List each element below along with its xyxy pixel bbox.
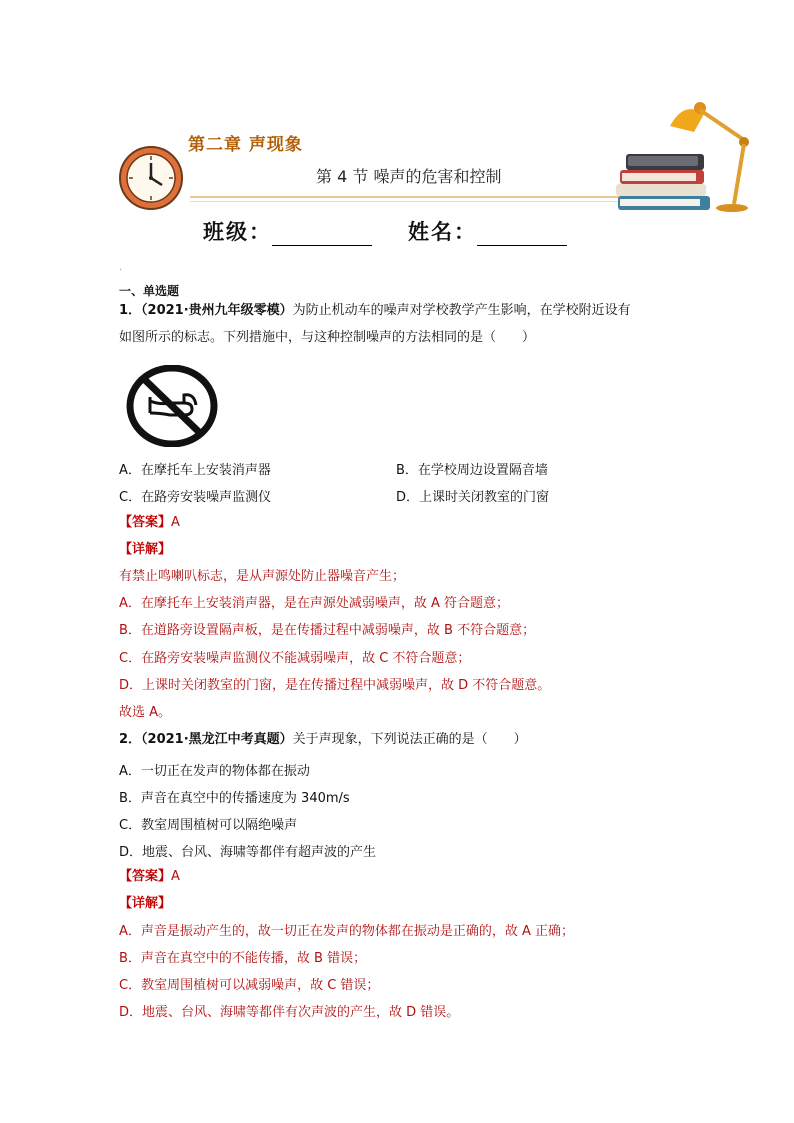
q2-option-d[interactable]: D．地震、台风、海啸等都伴有超声波的产生 [119, 845, 377, 860]
q2-answer [119, 868, 180, 886]
class-label: 班级： [203, 219, 272, 244]
q2-option-b[interactable]: B．声音在真空中的传播速度为 340m/s [119, 791, 350, 806]
class-blank[interactable] [272, 223, 372, 246]
q2-stem [119, 731, 527, 749]
q2-detail-line: A．声音是振动产生的，故一切正在发声的物体都在振动是正确的，故 A 正确； [119, 924, 575, 939]
q1-detail-line: 有禁止鸣喇叭标志，是从声源处防止器噪音产生； [119, 569, 406, 584]
desk-lamp-icon [664, 96, 760, 216]
q2-detail-line: C．教室周围植树可以减弱噪声，故 C 错误； [119, 978, 380, 993]
q1-conclusion: 故选 A。 [119, 705, 172, 720]
q2-number: 2． [119, 732, 142, 747]
clock-icon [118, 145, 184, 211]
no-horn-sign-icon [126, 365, 218, 447]
q1-option-b[interactable]: B．在学校周边设置隔音墙 [396, 463, 548, 478]
q2-option-a[interactable]: A．一切正在发声的物体都在振动 [119, 764, 310, 779]
q2-detail-label: 【详解】 [119, 896, 172, 911]
class-name-row [203, 216, 567, 246]
header-divider [190, 196, 620, 198]
q1-stem-line2: 如图所示的标志。下列措施中，与这种控制噪声的方法相同的是（ ） [119, 330, 536, 345]
q2-source: （2021·黑龙江中考真题） [141, 732, 293, 747]
q1-stem-text: 为防止机动车的噪声对学校教学产生影响，在学校附近设有 [292, 303, 631, 318]
q2-answer-label: 【答案】 [119, 869, 172, 884]
q1-detail-label: 【详解】 [119, 542, 172, 557]
q1-number: 1． [119, 303, 142, 318]
q1-answer [119, 514, 180, 532]
name-blank[interactable] [477, 223, 567, 246]
q1-detail-line: C．在路旁安装噪声监测仪不能减弱噪声，故 C 不符合题意； [119, 651, 471, 666]
q1-detail-line: B．在道路旁设置隔声板，是在传播过程中减弱噪声，故 B 不符合题意； [119, 623, 536, 638]
section-heading: 一、单选题 [119, 284, 180, 298]
q2-detail-line: D．地震、台风、海啸等都伴有次声波的产生，故 D 错误。 [119, 1005, 460, 1020]
q1-answer-value: A [171, 515, 180, 530]
q1-option-d[interactable]: D．上课时关闭教室的门窗 [396, 490, 550, 505]
q1-option-a[interactable]: A．在摩托车上安装消声器 [119, 463, 271, 478]
q2-detail-line: B．声音在真空中的不能传播，故 B 错误； [119, 951, 367, 966]
q1-detail-line: D．上课时关闭教室的门窗，是在传播过程中减弱噪声，故 D 不符合题意。 [119, 678, 551, 693]
q2-option-c[interactable]: C．教室周围植树可以隔绝噪声 [119, 818, 298, 833]
chapter-title: 第二章 声现象 [188, 135, 303, 155]
section-title: 第 4 节 噪声的危害和控制 [316, 167, 502, 186]
q1-option-c[interactable]: C．在路旁安装噪声监测仪 [119, 490, 272, 505]
q1-source: （2021·贵州九年级零模） [141, 303, 293, 318]
q2-answer-value: A [171, 869, 180, 884]
spacer-mark: . [119, 262, 123, 273]
q1-answer-label: 【答案】 [119, 515, 172, 530]
q2-stem-text: 关于声现象，下列说法正确的是（ ） [292, 732, 527, 747]
header-divider-thin [190, 201, 620, 202]
q1-stem-line1 [119, 302, 631, 320]
q1-detail-line: A．在摩托车上安装消声器，是在声源处减弱噪声，故 A 符合题意； [119, 596, 510, 611]
name-label: 姓名： [408, 219, 477, 244]
